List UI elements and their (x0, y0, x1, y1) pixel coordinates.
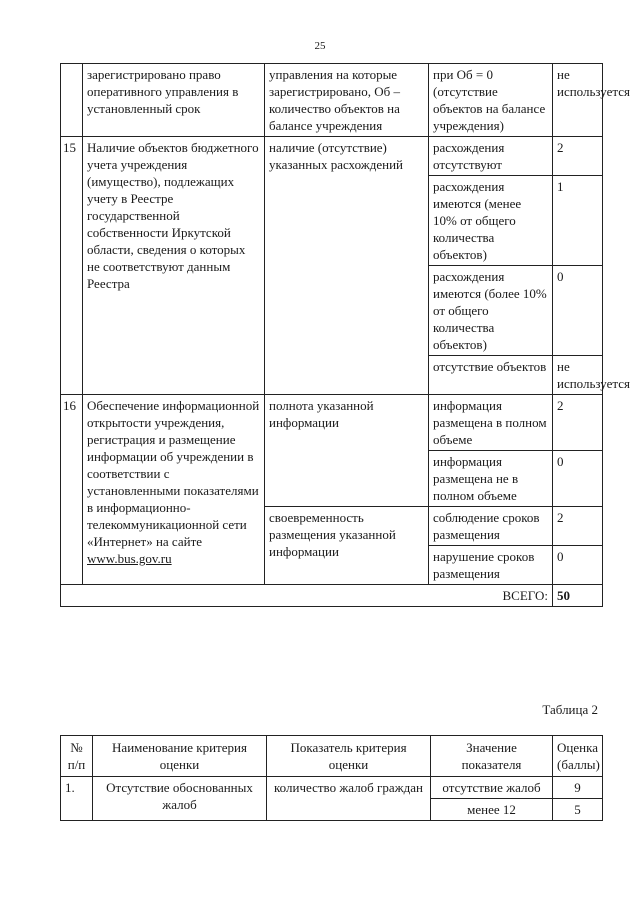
score-cell: не используется (553, 64, 603, 137)
indicator-cell: управления на которые зарегистрировано, Oб – количество объектов на балансе учреждения (265, 64, 429, 137)
header-row (61, 736, 603, 777)
value-cell: отсутствие жалоб (431, 777, 553, 799)
total-value: 50 (553, 585, 603, 607)
bus-gov-link[interactable]: www.bus.gov.ru (87, 551, 172, 566)
table-row (61, 395, 603, 451)
header-number: № п/п (61, 736, 93, 777)
total-label: ВСЕГО: (61, 585, 553, 607)
criterion-cell: зарегистрировано право оперативного управления в установленный срок (83, 64, 265, 137)
table-caption: Таблица 2 (542, 702, 598, 717)
row-number-cell: 1. (61, 777, 93, 821)
value-cell: соблюдение сроков размещения (429, 507, 553, 546)
row-number-cell: 16 (61, 395, 83, 585)
row-number-cell: 15 (61, 137, 83, 395)
criterion-cell (83, 395, 265, 585)
value-cell: менее 12 (431, 799, 553, 821)
row-number-cell (61, 64, 83, 137)
table-row (61, 137, 603, 176)
total-row (61, 585, 603, 607)
score-cell: 0 (553, 546, 603, 585)
header-criterion: Наименование критерия оценки (93, 736, 267, 777)
score-cell: 0 (553, 266, 603, 356)
criteria-table-2 (60, 735, 603, 821)
value-cell: расхождения имеются (более 10% от общего количества объектов) (429, 266, 553, 356)
header-indicator: Показатель критерия оценки (267, 736, 431, 777)
value-cell: отсутствие объектов (429, 356, 553, 395)
value-cell: расхождения имеются (менее 10% от общего количества объектов) (429, 176, 553, 266)
table-row (61, 777, 603, 799)
score-cell: 9 (553, 777, 603, 799)
value-cell: расхождения отсутствуют (429, 137, 553, 176)
criterion-text: Обеспечение информационной открытости учреждения, регистрация и размещение информации об учреждении в соответствии с установленными показателями в информационно-телекоммуникационной сети «Интернет» на сайте (87, 398, 260, 549)
indicator-cell: своевременность размещения указанной информации (265, 507, 429, 585)
score-cell: 0 (553, 451, 603, 507)
score-cell: 2 (553, 395, 603, 451)
value-cell: информация размещена в полном объеме (429, 395, 553, 451)
score-cell: 2 (553, 137, 603, 176)
indicator-cell: количество жалоб граждан (267, 777, 431, 821)
value-cell: при Oб = 0 (отсутствие объектов на балансе учреждения) (429, 64, 553, 137)
page-number: 25 (314, 40, 326, 52)
score-cell: 1 (553, 176, 603, 266)
criteria-table-continued (60, 63, 630, 607)
value-cell: нарушение сроков размещения (429, 546, 553, 585)
indicator-cell: полнота указанной информации (265, 395, 429, 507)
score-cell: 2 (553, 507, 603, 546)
score-cell: 5 (553, 799, 603, 821)
criterion-cell: Наличие объектов бюджетного учета учреждения (имущество), подлежащих учету в Реестре государственной собственности Иркутской области, сведения о которых не соответствуют данным Реестра (83, 137, 265, 395)
header-value: Значение показателя (431, 736, 553, 777)
table-row (61, 64, 603, 137)
criterion-cell: Отсутствие обоснованных жалоб (93, 777, 267, 821)
header-score: Оценка (баллы) (553, 736, 603, 777)
value-cell: информация размещена не в полном объеме (429, 451, 553, 507)
indicator-cell: наличие (отсутствие) указанных расхождений (265, 137, 429, 395)
score-cell: не используется (553, 356, 603, 395)
